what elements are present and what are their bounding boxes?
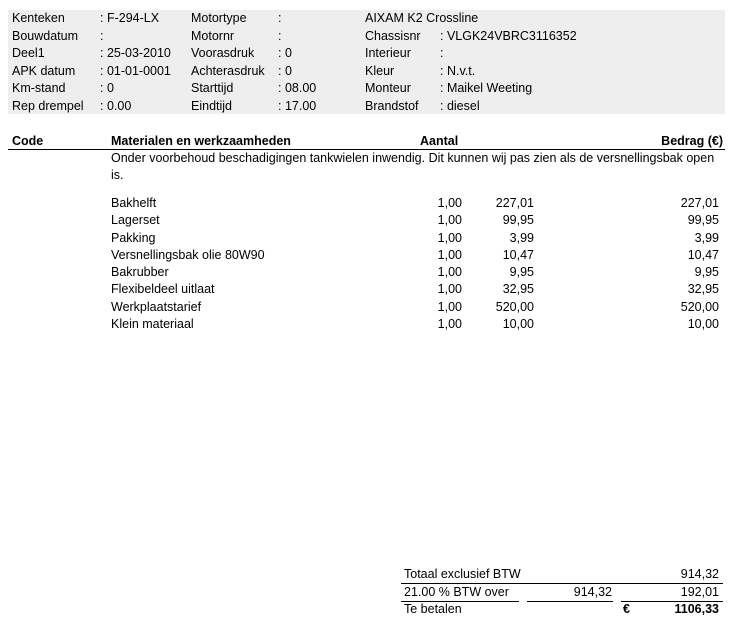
item-description: Bakhelft xyxy=(111,196,157,210)
item-quantity: 1,00 xyxy=(437,247,462,262)
totals-block xyxy=(401,566,723,619)
info-row xyxy=(8,10,725,27)
item-amount: 10,47 xyxy=(687,247,719,262)
item-unit-price: 10,47 xyxy=(502,247,534,262)
table-row xyxy=(0,316,729,333)
info-value: : 08.00 xyxy=(278,81,317,95)
info-label: Motornr xyxy=(191,28,235,43)
item-description: Lagerset xyxy=(111,213,160,228)
table-row xyxy=(0,247,729,264)
repair-note: Onder voorbehoud beschadigingen tankwielen inwendig. Dit kunnen wij pas zien als de versnellingsbak open is. xyxy=(111,151,715,182)
info-value: : xyxy=(278,28,282,43)
info-value: AIXAM K2 Crossline xyxy=(365,11,479,25)
table-row xyxy=(0,264,729,281)
column-header-amount: Bedrag (€) xyxy=(661,134,723,148)
item-unit-price: 99,95 xyxy=(502,213,534,228)
item-quantity: 1,00 xyxy=(437,299,462,314)
table-row xyxy=(0,281,729,298)
item-quantity: 1,00 xyxy=(437,230,462,245)
items-list xyxy=(0,195,729,333)
info-label: Chassisnr xyxy=(365,28,421,43)
info-label: Motortype xyxy=(191,11,247,25)
info-label: Achterasdruk xyxy=(191,63,265,78)
item-description: Werkplaatstarief xyxy=(111,299,202,314)
item-amount: 32,95 xyxy=(687,282,719,297)
item-description: Bakrubber xyxy=(111,265,169,280)
item-unit-price: 9,95 xyxy=(509,265,534,280)
info-label: Km-stand xyxy=(12,81,66,95)
info-value: : xyxy=(278,11,282,25)
item-amount: 520,00 xyxy=(680,299,719,314)
item-quantity: 1,00 xyxy=(437,196,462,210)
btw-value: 192,01 xyxy=(680,584,719,599)
info-value: : diesel xyxy=(440,98,480,113)
info-label: Kleur xyxy=(365,63,395,78)
info-value: : 17.00 xyxy=(278,98,317,113)
item-quantity: 1,00 xyxy=(437,265,462,280)
btw-base: 914,32 xyxy=(573,584,612,599)
table-row xyxy=(0,299,729,316)
info-value: : 0 xyxy=(278,46,292,60)
info-label: Bouwdatum xyxy=(12,28,79,43)
table-row xyxy=(0,230,729,247)
info-label: Eindtijd xyxy=(191,98,232,113)
info-value: : 25-03-2010 xyxy=(100,46,171,60)
info-value: : N.v.t. xyxy=(440,63,476,78)
item-unit-price: 3,99 xyxy=(509,230,534,245)
item-unit-price: 32,95 xyxy=(502,282,534,297)
table-row xyxy=(0,195,729,212)
items-table-header xyxy=(8,134,725,150)
info-row xyxy=(8,28,725,45)
item-amount: 9,95 xyxy=(694,265,719,280)
info-value: : F-294-LX xyxy=(100,11,160,25)
info-row xyxy=(8,80,725,97)
total-pay-label: Te betalen xyxy=(404,602,462,616)
info-label: Monteur xyxy=(365,81,411,95)
item-description: Pakking xyxy=(111,230,156,245)
info-row xyxy=(8,45,725,62)
info-label: Interieur xyxy=(365,46,411,60)
item-description: Flexibeldeel uitlaat xyxy=(111,282,215,297)
info-value: : 0 xyxy=(100,81,114,95)
info-value: : xyxy=(100,28,104,43)
table-row xyxy=(0,212,729,229)
info-label: APK datum xyxy=(12,63,76,78)
info-label: Voorasdruk xyxy=(191,46,255,60)
btw-label: 21.00 % BTW over xyxy=(404,584,509,599)
info-value: : 0.00 xyxy=(100,98,132,113)
info-value: : 01-01-0001 xyxy=(100,63,171,78)
total-pay-value: 1106,33 xyxy=(674,602,719,616)
info-row xyxy=(8,98,725,115)
info-row xyxy=(8,63,725,80)
info-label: Starttijd xyxy=(191,81,234,95)
btw-row xyxy=(401,584,723,602)
currency-symbol: € xyxy=(623,602,630,616)
column-header-description: Materialen en werkzaamheden xyxy=(111,134,291,148)
info-value: : Maikel Weeting xyxy=(440,81,533,95)
info-label: Kenteken xyxy=(12,11,65,25)
vehicle-info-panel xyxy=(8,10,725,114)
info-value: : 0 xyxy=(278,63,292,78)
item-amount: 10,00 xyxy=(687,317,719,332)
info-label: Rep drempel xyxy=(12,98,84,113)
info-value: : xyxy=(440,46,444,60)
info-label: Brandstof xyxy=(365,98,419,113)
item-quantity: 1,00 xyxy=(437,282,462,297)
total-excl-row xyxy=(401,566,723,584)
item-quantity: 1,00 xyxy=(437,317,462,332)
total-excl-label: Totaal exclusief BTW xyxy=(404,567,521,581)
column-header-quantity: Aantal xyxy=(420,134,459,148)
info-value: : VLGK24VBRC3116352 xyxy=(440,28,577,43)
item-amount: 227,01 xyxy=(680,196,719,210)
item-unit-price: 227,01 xyxy=(495,196,534,210)
column-header-code: Code xyxy=(12,134,44,148)
total-pay-row xyxy=(401,601,723,619)
item-quantity: 1,00 xyxy=(437,213,462,228)
item-description: Versnellingsbak olie 80W90 xyxy=(111,247,265,262)
info-label: Deel1 xyxy=(12,46,45,60)
item-description: Klein materiaal xyxy=(111,317,194,332)
item-amount: 99,95 xyxy=(687,213,719,228)
total-excl-value: 914,32 xyxy=(680,567,719,581)
item-amount: 3,99 xyxy=(694,230,719,245)
item-unit-price: 10,00 xyxy=(502,317,534,332)
item-unit-price: 520,00 xyxy=(495,299,534,314)
